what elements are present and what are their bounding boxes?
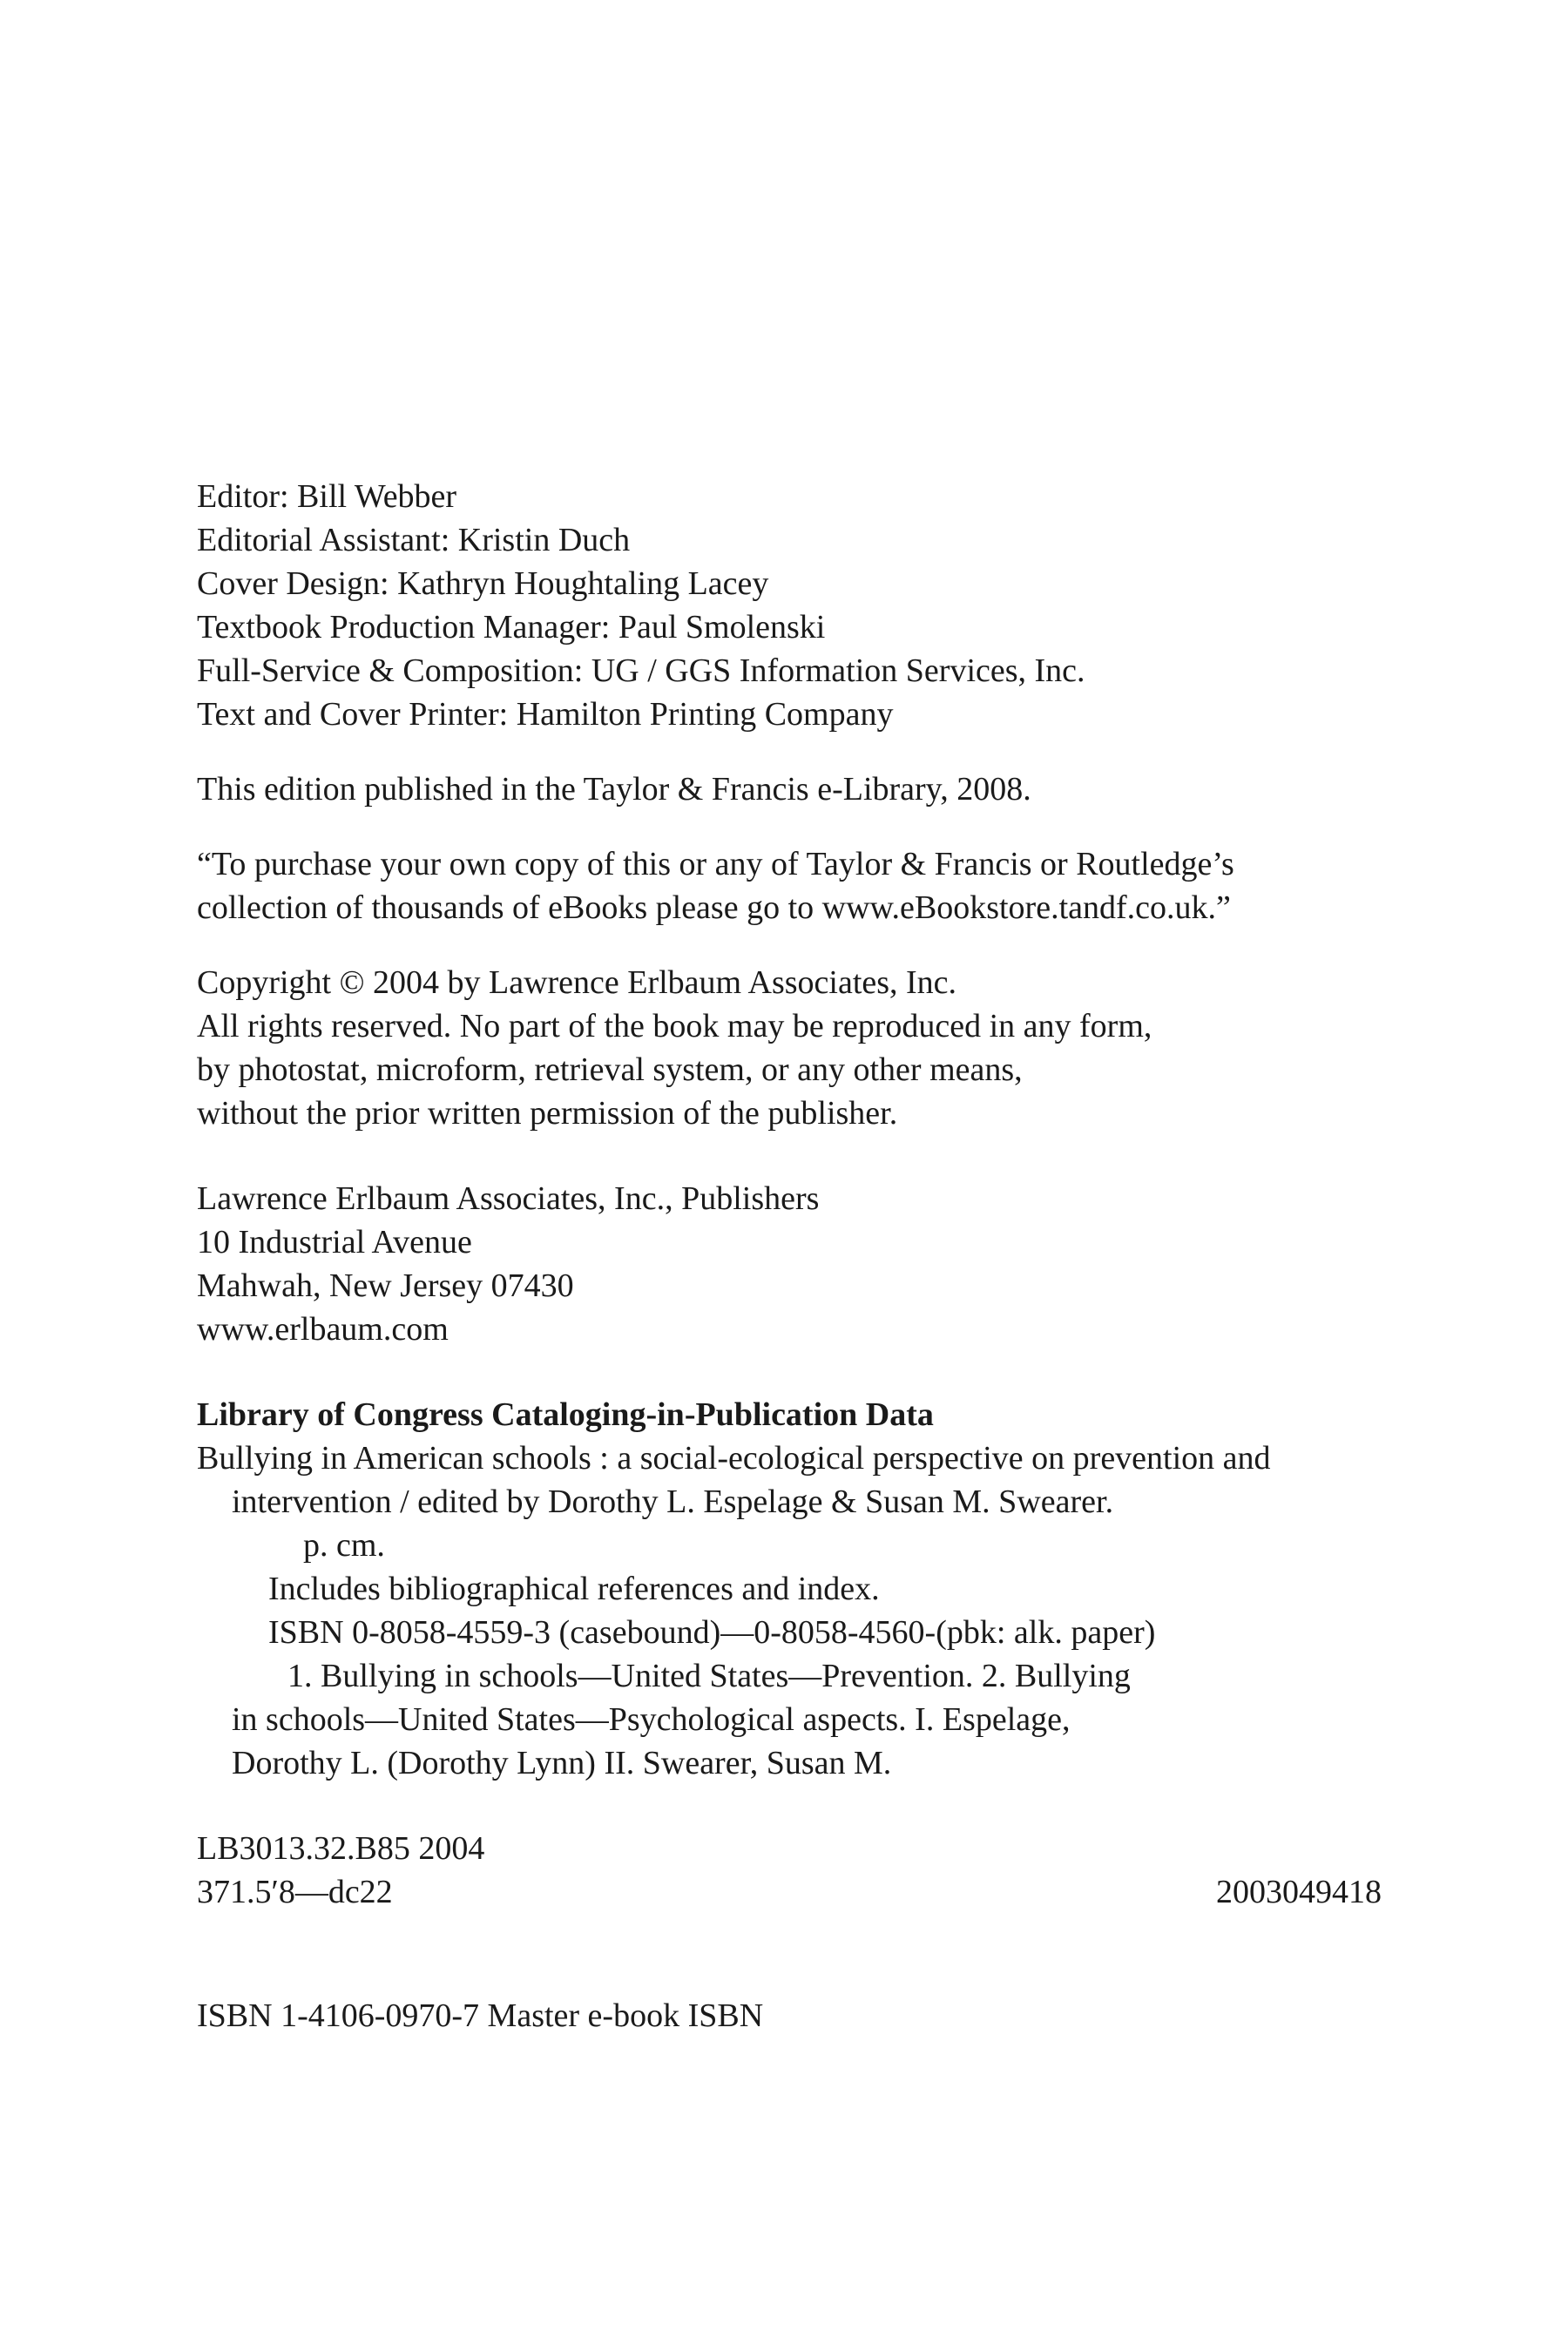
purchase-note: [197, 842, 1382, 929]
credits-block: [197, 475, 1382, 736]
cip-subjects-line: in schools—United States—Psychological aspects. I. Espelage,: [232, 1701, 1071, 1738]
cip-block: [197, 1393, 1382, 1785]
dewey-number: 371.5′8—dc22: [197, 1874, 393, 1910]
credit-production-manager: Textbook Production Manager: Paul Smolenski: [197, 609, 826, 645]
cip-isbn: ISBN 0-8058-4559-3 (casebound)—0-8058-4560-(pbk: alk. paper): [268, 1614, 1156, 1651]
publisher-website: www.erlbaum.com: [197, 1311, 449, 1348]
publisher-street: 10 Industrial Avenue: [197, 1224, 472, 1260]
cip-title-line: intervention / edited by Dorothy L. Espelage & Susan M. Swearer.: [232, 1484, 1114, 1520]
edition-note: This edition published in the Taylor & Francis e-Library, 2008.: [197, 771, 1031, 808]
lccn-number: 2003049418: [1216, 1874, 1382, 1910]
cip-title-line: Bullying in American schools : a social-ecological perspective on prevention and: [197, 1440, 1271, 1477]
credit-composition: Full-Service & Composition: UG / GGS Information Services, Inc.: [197, 652, 1085, 689]
cip-bibliography: Includes bibliographical references and index.: [268, 1571, 880, 1607]
publisher-city: Mahwah, New Jersey 07430: [197, 1267, 574, 1304]
publisher-name: Lawrence Erlbaum Associates, Inc., Publishers: [197, 1180, 820, 1217]
classification-block: [197, 1827, 1382, 1914]
cip-subjects-line: 1. Bullying in schools—United States—Prevention. 2. Bullying: [287, 1658, 1131, 1694]
copyright-line: by photostat, microform, retrieval system, or any other means,: [197, 1051, 1023, 1088]
publisher-block: [197, 1177, 1382, 1351]
copyright-line: Copyright © 2004 by Lawrence Erlbaum Associates, Inc.: [197, 964, 957, 1001]
credit-editorial-assistant: Editorial Assistant: Kristin Duch: [197, 522, 631, 558]
purchase-note-line: collection of thousands of eBooks please go to www.eBookstore.tandf.co.uk.”: [197, 889, 1231, 926]
cip-heading: Library of Congress Cataloging-in-Publication Data: [197, 1396, 934, 1433]
lc-classification: LB3013.32.B85 2004: [197, 1830, 485, 1867]
copyright-page: [197, 475, 1382, 2038]
cip-subjects-line: Dorothy L. (Dorothy Lynn) II. Swearer, Susan M.: [232, 1745, 892, 1781]
purchase-note-line: “To purchase your own copy of this or any of Taylor & Francis or Routledge’s: [197, 846, 1234, 882]
cip-pagination: p. cm.: [303, 1527, 385, 1564]
master-ebook-isbn: ISBN 1-4106-0970-7 Master e-book ISBN: [197, 1997, 764, 2034]
classification-row: [197, 1870, 1382, 1914]
credit-cover-design: Cover Design: Kathryn Houghtaling Lacey: [197, 565, 769, 602]
copyright-line: All rights reserved. No part of the book may be reproduced in any form,: [197, 1008, 1152, 1044]
credit-editor: Editor: Bill Webber: [197, 478, 457, 515]
credit-printer: Text and Cover Printer: Hamilton Printing Company: [197, 696, 894, 733]
copyright-line: without the prior written permission of the publisher.: [197, 1095, 898, 1132]
copyright-block: [197, 961, 1382, 1135]
